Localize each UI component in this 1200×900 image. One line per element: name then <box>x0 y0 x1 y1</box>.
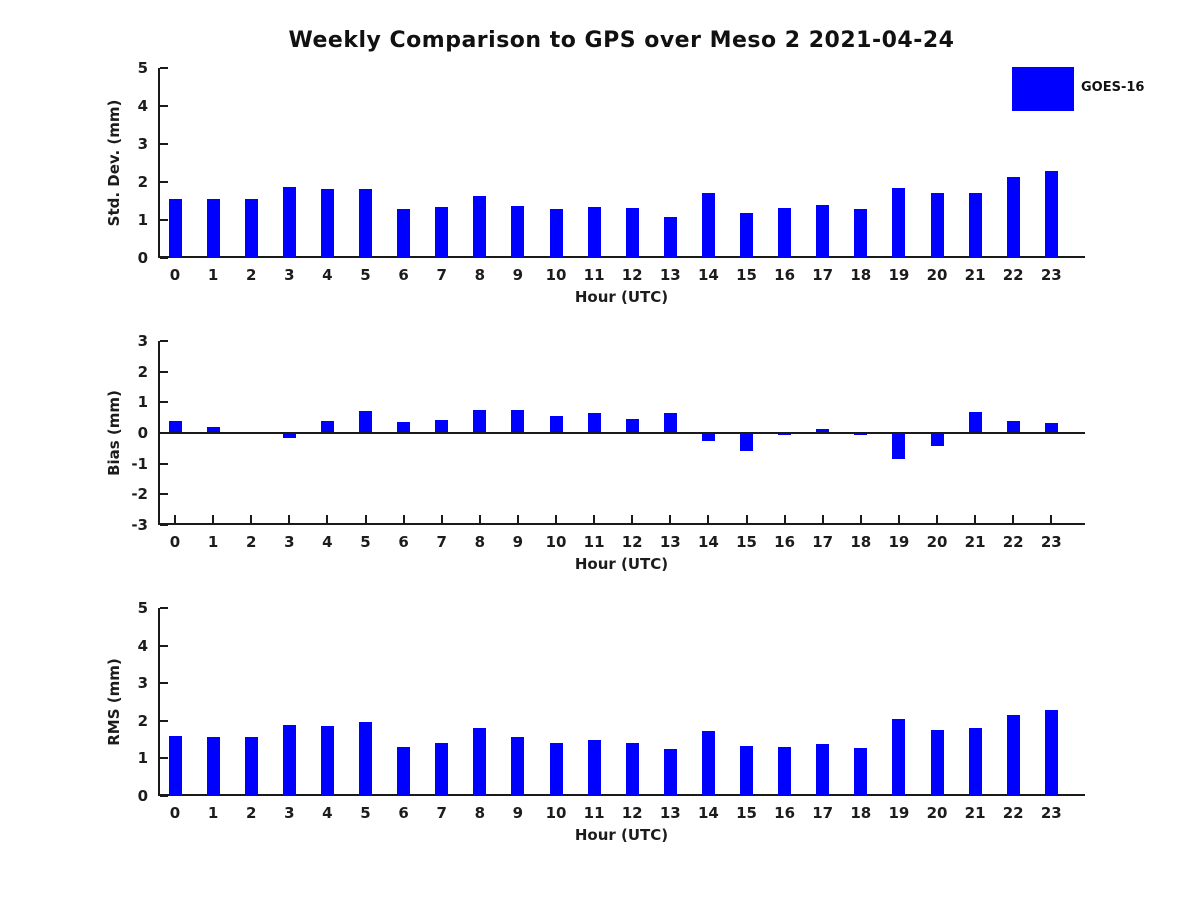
y-tick-mark <box>160 371 168 373</box>
x-tick-label: 6 <box>398 266 409 284</box>
bar-h8 <box>473 196 486 258</box>
x-tick-label: 5 <box>360 533 371 551</box>
bar-h22 <box>1007 177 1020 258</box>
bar-h0 <box>169 199 182 258</box>
y-axis-spine <box>158 608 160 796</box>
x-tick-label: 15 <box>736 533 757 551</box>
y-tick-mark <box>160 645 168 647</box>
bar-h4 <box>321 189 334 258</box>
x-tick-label: 23 <box>1040 533 1062 551</box>
x-tick-mark <box>746 515 748 523</box>
x-tick-mark <box>517 515 519 523</box>
x-tick-mark <box>860 515 862 523</box>
bar-h10 <box>550 743 563 796</box>
x-tick-label: 8 <box>474 266 486 284</box>
bar-h19 <box>892 188 905 258</box>
y-tick-mark <box>160 757 168 759</box>
std-dev-chart <box>105 59 1085 306</box>
bar-h5 <box>359 722 372 796</box>
x-tick-label: 19 <box>888 266 910 284</box>
y-tick-label: 3 <box>137 674 148 693</box>
x-tick-label: 22 <box>1002 804 1024 822</box>
x-tick-label: 12 <box>621 266 643 284</box>
bar-h15 <box>740 746 753 796</box>
y-tick-mark <box>160 143 168 145</box>
zero-line <box>158 432 1085 434</box>
bar-h2 <box>245 737 258 796</box>
x-tick-mark <box>174 515 176 523</box>
y-tick-mark <box>160 105 168 107</box>
x-tick-label: 2 <box>245 804 257 822</box>
x-tick-mark <box>479 515 481 523</box>
y-tick-label: 0 <box>137 249 148 267</box>
x-tick-mark <box>288 515 290 523</box>
x-tick-label: 13 <box>659 266 681 284</box>
x-tick-label: 15 <box>736 266 757 284</box>
x-axis-title: Hour (UTC) <box>574 826 669 844</box>
x-tick-label: 21 <box>964 266 986 284</box>
y-tick-label: 2 <box>137 362 148 381</box>
bar-h19 <box>892 433 905 459</box>
rms-chart <box>105 599 1085 844</box>
x-tick-label: 23 <box>1040 804 1062 822</box>
y-tick-label: 1 <box>137 211 148 229</box>
y-tick-mark <box>160 682 168 684</box>
x-tick-mark <box>441 515 443 523</box>
x-tick-mark <box>898 515 900 523</box>
x-tick-label: 4 <box>322 533 333 551</box>
x-tick-label: 14 <box>697 533 719 551</box>
x-axis-spine <box>158 794 1085 796</box>
x-tick-label: 13 <box>659 804 681 822</box>
bar-h11 <box>588 207 601 258</box>
x-tick-label: 1 <box>207 533 219 551</box>
bar-h15 <box>740 213 753 258</box>
x-tick-label: 5 <box>360 804 371 822</box>
y-axis-title: RMS (mm) <box>105 658 123 746</box>
y-tick-label: 3 <box>137 332 148 350</box>
bar-h1 <box>207 199 220 258</box>
bar-h14 <box>702 193 715 258</box>
x-tick-label: 11 <box>583 533 605 551</box>
y-tick-mark <box>160 607 168 609</box>
x-tick-label: 3 <box>284 533 295 551</box>
x-tick-label: 8 <box>474 804 486 822</box>
x-tick-label: 12 <box>621 804 643 822</box>
bar-h5 <box>359 189 372 258</box>
x-axis-title: Hour (UTC) <box>574 288 669 306</box>
x-tick-mark <box>212 515 214 523</box>
x-tick-label: 1 <box>207 804 219 822</box>
bar-h13 <box>664 413 677 433</box>
x-tick-label: 20 <box>926 533 948 551</box>
y-tick-label: -2 <box>131 485 148 504</box>
x-tick-label: 6 <box>398 804 409 822</box>
bar-h9 <box>511 410 524 433</box>
y-tick-label: 0 <box>137 787 148 805</box>
bar-h4 <box>321 726 334 796</box>
x-tick-label: 19 <box>888 533 910 551</box>
x-tick-label: 4 <box>322 266 333 284</box>
bar-h2 <box>245 199 258 258</box>
y-tick-label: -1 <box>131 454 148 473</box>
bar-h21 <box>969 728 982 796</box>
x-tick-label: 9 <box>512 533 524 551</box>
bar-h6 <box>397 209 410 258</box>
x-tick-mark <box>1012 515 1014 523</box>
y-tick-mark <box>160 340 168 342</box>
x-tick-mark <box>1050 515 1052 523</box>
x-tick-label: 2 <box>245 533 257 551</box>
bar-h7 <box>435 420 448 433</box>
x-tick-label: 0 <box>169 804 181 822</box>
bar-h19 <box>892 719 905 796</box>
y-axis-title: Std. Dev. (mm) <box>105 99 123 227</box>
bar-h23 <box>1045 710 1058 796</box>
y-tick-mark <box>160 463 168 465</box>
bar-h6 <box>397 747 410 796</box>
legend-label: GOES-16 <box>1081 80 1145 95</box>
bar-h8 <box>473 410 486 433</box>
bar-h15 <box>740 433 753 451</box>
x-tick-label: 21 <box>964 533 986 551</box>
x-tick-label: 17 <box>812 266 834 284</box>
y-tick-label: 2 <box>137 173 148 191</box>
bar-h17 <box>816 205 829 258</box>
x-tick-label: 18 <box>850 533 872 551</box>
chart-title: Weekly Comparison to GPS over Meso 2 2021-04-24 <box>288 28 955 53</box>
x-tick-label: 17 <box>812 804 834 822</box>
y-tick-mark <box>160 219 168 221</box>
bar-h8 <box>473 728 486 796</box>
y-tick-mark <box>160 720 168 722</box>
bar-h10 <box>550 209 563 258</box>
x-tick-mark <box>784 515 786 523</box>
x-tick-label: 22 <box>1002 533 1024 551</box>
x-tick-label: 16 <box>774 804 796 822</box>
bar-h1 <box>207 737 220 796</box>
x-tick-label: 9 <box>512 266 524 284</box>
x-tick-label: 18 <box>850 266 872 284</box>
y-tick-label: 3 <box>137 135 148 153</box>
bar-h21 <box>969 412 982 433</box>
x-tick-label: 3 <box>284 266 295 284</box>
x-tick-label: 22 <box>1002 266 1024 284</box>
bar-h3 <box>283 725 296 796</box>
x-tick-label: 16 <box>774 266 796 284</box>
x-tick-label: 3 <box>284 804 295 822</box>
x-tick-label: 21 <box>964 804 986 822</box>
bar-h11 <box>588 740 601 796</box>
x-tick-label: 18 <box>850 804 872 822</box>
x-tick-label: 14 <box>697 266 719 284</box>
x-tick-label: 5 <box>360 266 371 284</box>
x-tick-label: 2 <box>245 266 257 284</box>
x-tick-label: 13 <box>659 533 681 551</box>
x-tick-label: 7 <box>436 266 447 284</box>
x-tick-label: 1 <box>207 266 219 284</box>
y-tick-mark <box>160 181 168 183</box>
bar-h9 <box>511 737 524 796</box>
bar-h18 <box>854 748 867 796</box>
x-tick-label: 19 <box>888 804 910 822</box>
x-axis-spine <box>158 256 1085 258</box>
bar-h9 <box>511 206 524 258</box>
y-tick-label: -3 <box>131 516 148 534</box>
bar-h3 <box>283 187 296 258</box>
y-tick-mark <box>160 257 168 259</box>
x-tick-label: 0 <box>169 533 181 551</box>
x-tick-label: 20 <box>926 804 948 822</box>
bar-h23 <box>1045 171 1058 258</box>
bar-h7 <box>435 207 448 258</box>
x-axis-title: Hour (UTC) <box>574 555 669 573</box>
x-tick-label: 20 <box>926 266 948 284</box>
bar-h20 <box>931 193 944 258</box>
x-tick-label: 16 <box>774 533 796 551</box>
x-tick-label: 17 <box>812 533 834 551</box>
bar-h14 <box>702 433 715 441</box>
bar-h18 <box>854 209 867 258</box>
y-tick-label: 5 <box>137 599 148 617</box>
y-axis-spine <box>158 68 160 258</box>
y-axis-title: Bias (mm) <box>105 390 123 476</box>
x-tick-label: 10 <box>545 266 567 284</box>
y-tick-label: 1 <box>137 749 148 768</box>
x-tick-mark <box>250 515 252 523</box>
x-tick-mark <box>593 515 595 523</box>
y-tick-mark <box>160 524 168 526</box>
bar-h0 <box>169 736 182 796</box>
bar-h13 <box>664 749 677 796</box>
x-tick-label: 7 <box>436 804 447 822</box>
x-tick-label: 4 <box>322 804 333 822</box>
x-tick-mark <box>555 515 557 523</box>
y-tick-mark <box>160 67 168 69</box>
bar-h7 <box>435 743 448 796</box>
y-tick-label: 0 <box>137 424 148 442</box>
y-tick-mark <box>160 493 168 495</box>
y-tick-label: 4 <box>137 97 148 115</box>
x-tick-mark <box>631 515 633 523</box>
x-tick-label: 11 <box>583 804 605 822</box>
y-tick-label: 5 <box>137 59 148 77</box>
bar-h11 <box>588 413 601 433</box>
bias-chart <box>105 332 1085 573</box>
y-tick-label: 1 <box>137 393 148 412</box>
x-tick-label: 6 <box>398 533 409 551</box>
y-tick-mark <box>160 401 168 403</box>
bar-h20 <box>931 730 944 796</box>
bar-h12 <box>626 208 639 258</box>
bar-h20 <box>931 433 944 446</box>
bar-h16 <box>778 747 791 796</box>
bar-h22 <box>1007 715 1020 796</box>
x-tick-label: 12 <box>621 533 643 551</box>
bar-h12 <box>626 419 639 433</box>
x-tick-mark <box>326 515 328 523</box>
x-tick-label: 10 <box>545 804 567 822</box>
x-tick-label: 14 <box>697 804 719 822</box>
x-tick-mark <box>936 515 938 523</box>
x-tick-mark <box>365 515 367 523</box>
x-tick-label: 8 <box>474 533 486 551</box>
x-tick-mark <box>974 515 976 523</box>
bar-h12 <box>626 743 639 796</box>
bar-h17 <box>816 744 829 796</box>
x-tick-label: 10 <box>545 533 567 551</box>
x-tick-mark <box>403 515 405 523</box>
bar-h13 <box>664 217 677 258</box>
y-tick-label: 2 <box>137 711 148 730</box>
x-tick-label: 23 <box>1040 266 1062 284</box>
x-tick-mark <box>707 515 709 523</box>
x-tick-label: 7 <box>436 533 447 551</box>
x-tick-label: 0 <box>169 266 181 284</box>
x-tick-mark <box>822 515 824 523</box>
x-tick-label: 15 <box>736 804 757 822</box>
bar-h5 <box>359 411 372 433</box>
y-tick-mark <box>160 795 168 797</box>
bar-h21 <box>969 193 982 258</box>
x-tick-mark <box>669 515 671 523</box>
bar-h10 <box>550 416 563 433</box>
bar-h14 <box>702 731 715 796</box>
x-tick-label: 11 <box>583 266 605 284</box>
bar-h16 <box>778 208 791 258</box>
x-tick-label: 9 <box>512 804 524 822</box>
y-tick-label: 4 <box>137 636 148 655</box>
x-axis-spine <box>158 523 1085 525</box>
